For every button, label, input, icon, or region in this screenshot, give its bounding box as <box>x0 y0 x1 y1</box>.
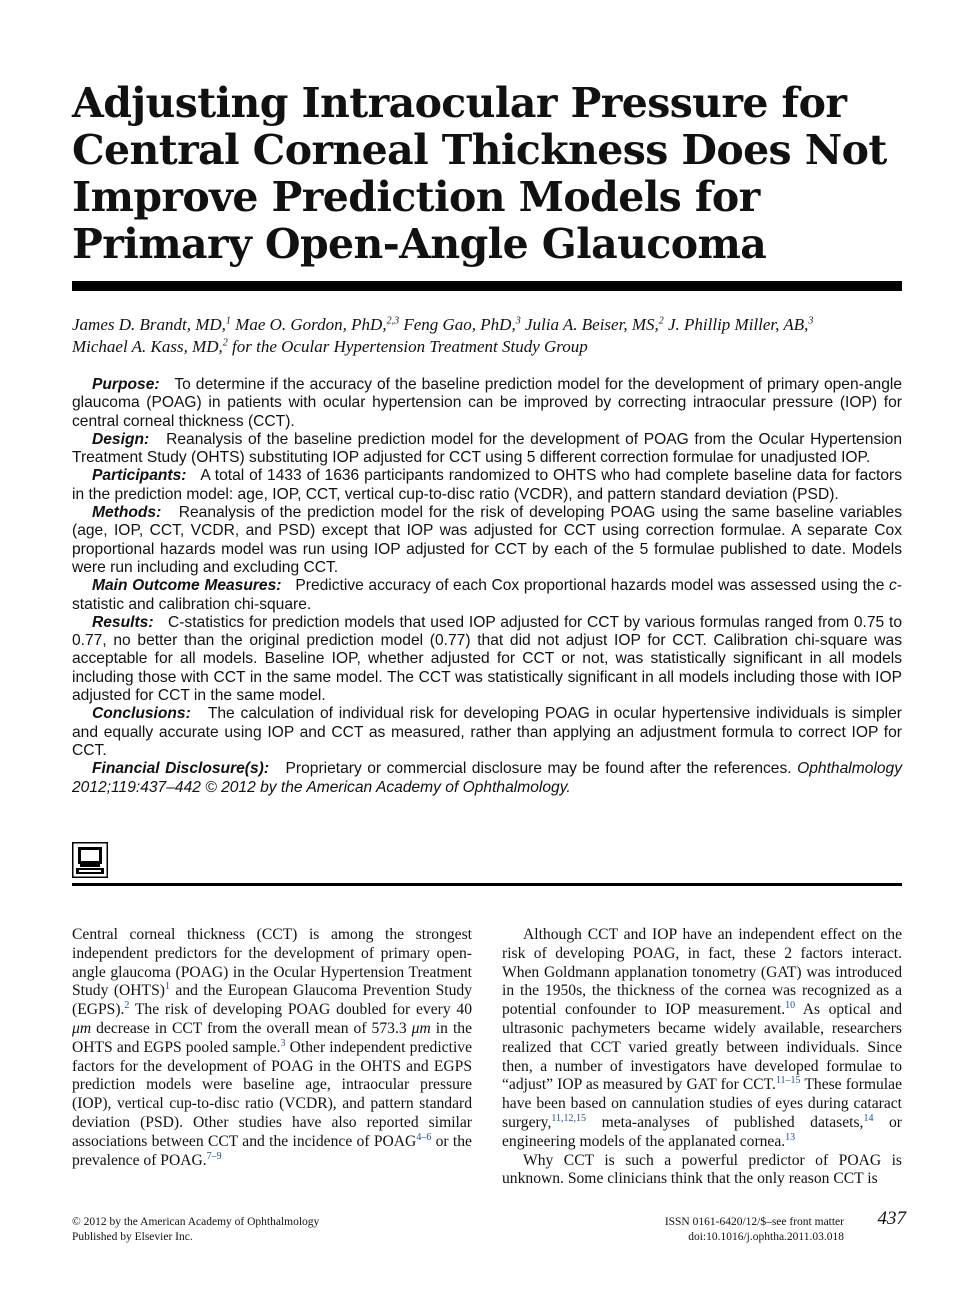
paragraph: Why CCT is such a powerful predictor of POAG is unknown. Some clinicians think that the only reason CCT is <box>502 1151 902 1188</box>
author-list <box>72 314 902 358</box>
study-group: for the Ocular Hypertension Treatment Study Group <box>227 337 588 356</box>
computer-monitor-icon[interactable] <box>72 842 108 878</box>
body-text: Other independent predictive factors for the development of POAG in the OHTS and EGPS prediction models were baseline age, intraocular pressure (IOP), vertical cup-to-disc ratio (VCDR), and pattern standard deviation (PSD). Other studies have also reported similar associations between CCT and the incidence of POAG <box>72 1038 472 1150</box>
c-statistic-symbol: c <box>889 577 897 595</box>
body-column-left <box>72 926 472 1170</box>
section-text: Proprietary or commercial disclosure may be found after the references. <box>285 760 792 778</box>
section-text: The calculation of individual risk for developing POAG in ocular hypertensive individuals is simpler and equally accurate using IOP and CCT as measured, rather than applying an adjustment formula to correct IOP for CCT. <box>72 705 902 759</box>
section-label: Participants: <box>92 467 187 485</box>
reference-link[interactable]: 14 <box>863 1112 874 1124</box>
article-title: Adjusting Intraocular Pressure for Central Corneal Thickness Does Not Improve Prediction Models for Primary Open-Angle Glaucoma <box>72 79 887 268</box>
doi-link[interactable]: doi:10.1016/j.ophtha.2011.03.018 <box>688 1231 844 1243</box>
body-text: As optical and ultrasonic pachymeters became widely available, researchers realized that CCT varied greatly between individuals. Since then, a number of investigators have developed formulae to “adjust” IOP as measured by GAT for CCT. <box>502 1001 902 1094</box>
section-label: Results: <box>92 613 154 631</box>
title-rule <box>72 281 902 291</box>
abstract-results <box>72 614 902 705</box>
reference-link[interactable]: 11–15 <box>775 1075 801 1087</box>
body-text: Although CCT and IOP have an independent effect on the risk of developing POAG, in fact, these 2 factors interact. When Goldmann applanation tonometry (GAT) was introduced in the 1950s, the thickness of the cornea was recognized as a potential confounder to IOP measurement. <box>502 926 902 1019</box>
affiliation-ref: 1 <box>225 315 231 327</box>
body-text: or engineering models of the applanated cornea. <box>502 1113 902 1150</box>
body-text: in the OHTS and EGPS pooled sample. <box>72 1019 472 1056</box>
body-text: meta-analyses of published datasets, <box>586 1113 864 1131</box>
paragraph <box>502 926 902 1152</box>
body-text: Central corneal thickness (CCT) is among the strongest independent predictors for the development of primary open-angle glaucoma (POAG) in the Ocular Hypertension Treatment Study (OHTS) <box>72 926 472 1000</box>
unit-symbol: μm <box>411 1019 431 1037</box>
affiliation-ref: 2 <box>658 315 664 327</box>
page-number: 437 <box>877 1208 906 1229</box>
abstract-design <box>72 431 902 468</box>
abstract-rule <box>72 883 902 886</box>
section-label: Financial Disclosure(s): <box>92 760 270 778</box>
section-text: -statistic and calibration chi-square. <box>72 577 903 613</box>
copyright-line: © 2012 by the American Academy of Ophthalmology <box>72 1216 320 1228</box>
author-name: James D. Brandt, MD, <box>72 315 226 334</box>
section-text: Reanalysis of the prediction model for the risk of developing POAG using the same baseline variables (age, IOP, CCT, VCDR, and PSD) except that IOP was adjusted for CCT using correction formulae. A separate Cox proportional hazards model was run using IOP adjusted for CCT by each of the 5 formulae published to date. Models were run including and excluding CCT. <box>72 504 903 576</box>
affiliation-ref: 3 <box>515 315 521 327</box>
abstract <box>72 376 902 797</box>
author-name: Feng Gao, PhD, <box>399 315 516 334</box>
affiliation-ref: 3 <box>808 315 814 327</box>
body-text: The risk of developing POAG doubled for every 40 <box>129 1001 472 1019</box>
section-label: Main Outcome Measures: <box>92 577 282 595</box>
section-text: C-statistics for prediction models that used IOP adjusted for CCT by various formulas ranged from 0.75 to 0.77, no better than the original prediction model (0.77) that did not adjust IOP for CCT. Calibration chi-square was acceptable for all models. Baseline IOP, whether adjusted for CCT or not, was statistically significant in all models including those with CCT in the same model. The CCT was statistically significant in all models including those with IOP adjusted for CCT in the same model. <box>72 613 902 705</box>
reference-link[interactable]: 2 <box>124 1000 130 1011</box>
body-text: decrease in CCT from the overall mean of 573.3 <box>91 1019 412 1037</box>
reference-link[interactable]: 4–6 <box>416 1131 432 1143</box>
abstract-disclosure <box>72 760 902 797</box>
author-name: Michael A. Kass, MD, <box>72 337 223 356</box>
section-text: Reanalysis of the baseline prediction model for the development of POAG from the Ocular Hypertension Treatment Study (OHTS) substituting IOP adjusted for CCT using 5 different correction formulae for unadjusted IOP. <box>72 430 902 467</box>
author-name: Mae O. Gordon, PhD, <box>230 315 387 334</box>
abstract-methods <box>72 504 902 577</box>
section-text: Predictive accuracy of each Cox proportional hazards model was assessed using the <box>295 577 890 595</box>
author-name: J. Phillip Miller, AB, <box>663 315 809 334</box>
reference-link[interactable]: 13 <box>785 1131 796 1143</box>
publisher-line: Published by Elsevier Inc. <box>72 1231 193 1243</box>
abstract-conclusions <box>72 705 902 760</box>
reference-link[interactable]: 11,12,15 <box>551 1112 587 1124</box>
footer-copyright <box>72 1215 432 1245</box>
section-label: Conclusions: <box>92 705 191 723</box>
abstract-outcome-measures <box>72 577 902 614</box>
reference-link[interactable]: 3 <box>280 1037 286 1049</box>
issn-line: ISSN 0161-6420/12/$–see front matter <box>664 1216 844 1228</box>
reference-link[interactable]: 7–9 <box>206 1150 222 1162</box>
affiliation-ref: 2 <box>222 337 228 349</box>
abstract-purpose <box>72 376 902 431</box>
author-line-1 <box>72 314 902 336</box>
section-label: Design: <box>92 430 150 448</box>
paragraph <box>72 926 472 1170</box>
reference-link[interactable]: 1 <box>164 981 170 993</box>
body-column-right <box>502 926 902 1189</box>
body-text: These formulae have been based on cannulation studies of eyes during cataract surgery, <box>502 1076 902 1131</box>
section-text: A total of 1433 of 1636 participants randomized to OHTS who had complete baseline data for factors in the prediction model: age, IOP, CCT, vertical cup-to-disc ratio (VCDR), and pattern standard deviation (PSD). <box>72 467 902 503</box>
author-name: Julia A. Beiser, MS, <box>520 315 659 334</box>
section-label: Methods: <box>92 504 162 522</box>
footer-identifiers <box>560 1215 844 1245</box>
reference-link[interactable]: 10 <box>785 1000 796 1011</box>
section-label: Purpose: <box>92 376 160 393</box>
author-line-2 <box>72 336 902 358</box>
body-text: and the European Glaucoma Prevention Study (EGPS). <box>72 982 472 1019</box>
section-text: To determine if the accuracy of the baseline prediction model for the development of primary open-angle glaucoma (POAG) in patients with ocular hypertension can be improved by correcting intraocular pressure (IOP) for central corneal thickness (CCT). <box>72 376 903 430</box>
journal-citation: Ophthalmology 2012;119:437–442 © 2012 by the American Academy of Ophthalmology. <box>72 760 902 796</box>
abstract-participants <box>72 467 902 504</box>
unit-symbol: μm <box>72 1019 92 1037</box>
body-text: or the prevalence of POAG. <box>72 1132 472 1169</box>
affiliation-ref: 2,3 <box>386 315 400 327</box>
